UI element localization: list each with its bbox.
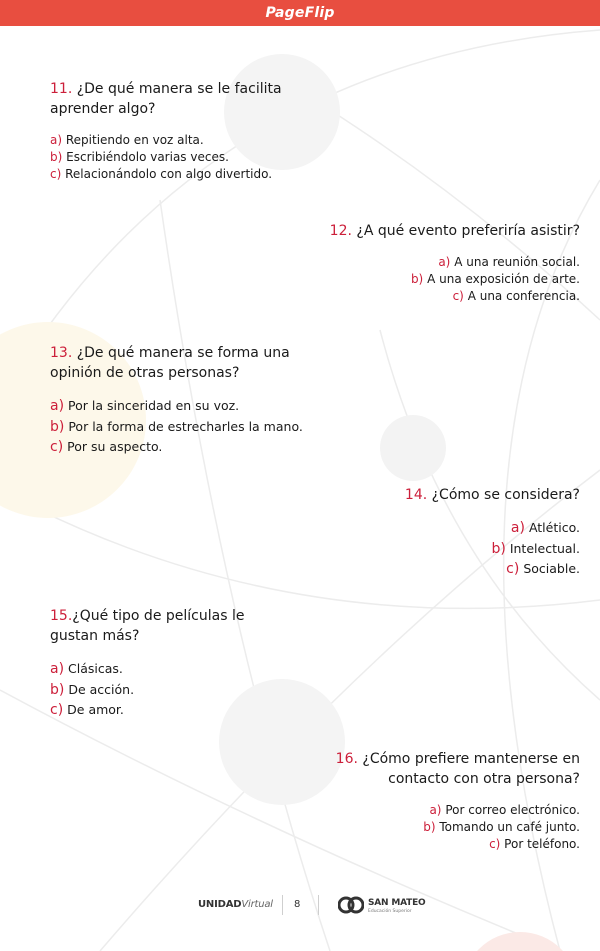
option-text: De acción. [68, 681, 135, 697]
question-text-line: aprender algo? [50, 101, 156, 117]
question-16 [336, 749, 580, 853]
option-text: Atlético. [528, 520, 580, 535]
question-15 [50, 606, 244, 721]
question-text-line: ¿Qué tipo de películas le [72, 608, 245, 624]
brand-light: Virtual [241, 899, 273, 910]
question-title [50, 79, 282, 119]
page-footer [0, 893, 600, 919]
option-b[interactable] [50, 680, 244, 701]
option-text: Por la sinceridad en su voz. [68, 398, 240, 413]
option-text: Escribiéndolo varias veces. [66, 150, 229, 164]
option-text: Tomando un café junto. [439, 820, 580, 834]
question-text-line: gustan más? [50, 628, 140, 644]
option-a[interactable] [336, 802, 580, 819]
option-c[interactable] [330, 288, 580, 305]
option-c[interactable] [336, 836, 580, 853]
option-letter: b) [50, 150, 63, 164]
option-letter: b) [423, 820, 436, 834]
option-text: Relacionándolo con algo divertido. [65, 167, 273, 181]
option-text: A una reunión social. [454, 255, 580, 269]
option-c[interactable] [405, 559, 580, 580]
option-letter: a) [50, 661, 65, 677]
option-text: Clásicas. [68, 661, 123, 676]
question-text-line: ¿Cómo se considera? [431, 487, 580, 503]
option-text: A una exposición de arte. [427, 272, 580, 286]
page-number: 8 [294, 899, 301, 910]
logo-tagline: Educación Superior [368, 909, 412, 914]
option-letter: c) [50, 439, 64, 455]
option-b[interactable] [50, 149, 282, 166]
question-number: 15. [50, 608, 73, 624]
option-letter: c) [452, 289, 464, 303]
top-bar [0, 0, 600, 26]
option-b[interactable] [405, 539, 580, 560]
option-letter: a) [429, 803, 442, 817]
option-c[interactable] [50, 166, 282, 183]
question-text-line: opinión de otras personas? [50, 365, 240, 381]
option-a[interactable] [50, 132, 282, 149]
option-c[interactable] [50, 437, 303, 458]
brand-bold: UNIDAD [198, 899, 242, 910]
footer-divider [318, 895, 319, 915]
option-c[interactable] [50, 700, 244, 721]
option-a[interactable] [330, 254, 580, 271]
question-text-line: contacto con otra persona? [388, 771, 580, 787]
question-13 [50, 343, 303, 458]
option-letter: b) [491, 540, 506, 557]
option-letter: b) [50, 418, 65, 435]
question-title [50, 606, 244, 646]
option-letter: c) [50, 702, 64, 718]
option-letter: a) [438, 255, 451, 269]
option-letter: c) [50, 167, 62, 181]
question-title [405, 485, 580, 505]
option-letter: b) [410, 272, 424, 286]
option-b[interactable] [50, 417, 303, 438]
option-a[interactable] [50, 659, 244, 680]
option-text: Por teléfono. [504, 837, 580, 851]
option-letter: a) [50, 398, 65, 414]
question-11 [50, 79, 282, 183]
option-letter: c) [489, 837, 501, 851]
question-text-line: ¿De qué manera se forma una [76, 345, 290, 361]
option-b[interactable] [330, 271, 580, 288]
logo-name: SAN MATEO [368, 898, 426, 908]
question-12 [330, 221, 580, 305]
option-letter: b) [50, 681, 65, 698]
question-number: 16. [335, 751, 358, 767]
option-text: Por la forma de estrecharles la mano. [68, 418, 303, 434]
san-mateo-logo-icon [338, 894, 364, 916]
question-number: 13. [50, 345, 73, 361]
option-letter: a) [50, 133, 63, 147]
option-text: Por su aspecto. [67, 439, 163, 454]
question-text-line: ¿De qué manera se le facilita [76, 81, 282, 97]
option-letter: a) [510, 520, 525, 536]
question-14 [405, 485, 580, 580]
option-letter: c) [506, 561, 520, 577]
option-a[interactable] [405, 518, 580, 539]
option-a[interactable] [50, 396, 303, 417]
option-text: Intelectual. [509, 540, 580, 556]
option-text: De amor. [67, 702, 124, 717]
option-text: Repitiendo en voz alta. [65, 133, 204, 147]
question-title [50, 343, 303, 383]
question-text-line: ¿Cómo prefiere mantenerse en [362, 751, 580, 767]
question-number: 11. [50, 81, 73, 97]
question-number: 14. [404, 487, 428, 503]
option-text: A una conferencia. [467, 289, 580, 303]
question-text-line: ¿A qué evento preferiría asistir? [356, 223, 580, 239]
question-title [336, 749, 580, 789]
question-title [330, 221, 580, 241]
question-number: 12. [329, 223, 352, 239]
unidad-virtual-logo [198, 899, 273, 910]
footer-divider [282, 895, 283, 915]
option-text: Por correo electrónico. [445, 803, 580, 817]
option-text: Sociable. [523, 561, 580, 576]
option-b[interactable] [336, 819, 580, 836]
app-title: PageFlip [265, 5, 335, 21]
